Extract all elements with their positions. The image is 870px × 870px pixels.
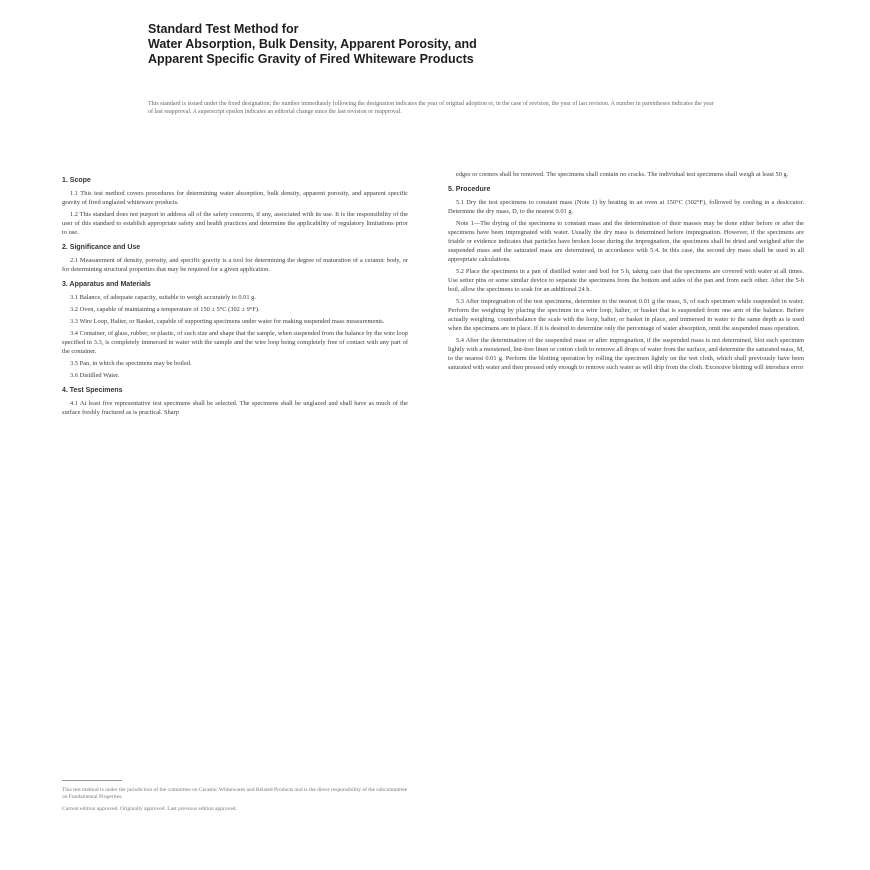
title-line-2: Water Absorption, Bulk Density, Apparent Porosity, and bbox=[148, 37, 477, 51]
paragraph: 5.2 Place the specimens in a pan of distilled water and boil for 5 h, taking care that the specimens are covered with water at all times. Use setter pins or some similar device to separate the specimens from the bottom and sides of the pan and from each other. After the 5-h boil, allow the specimens to soak for an additional 24 h. bbox=[448, 268, 804, 293]
section-heading: 3. Apparatus and Materials bbox=[62, 281, 151, 288]
paragraph: 2.1 Measurement of density, porosity, and specific gravity is a tool for determining the degree of maturation of a ceramic body, or for determining structural properties that may be required for a given application. bbox=[62, 257, 408, 273]
paragraph: edges or corners shall be removed. The specimens shall contain no cracks. The individual test specimens shall weigh at least 50 g. bbox=[456, 171, 789, 178]
title-line-1: Standard Test Method for bbox=[148, 22, 299, 36]
footnotes bbox=[62, 780, 408, 818]
right-column bbox=[448, 170, 804, 375]
section-heading: 5. Procedure bbox=[448, 186, 491, 193]
footnote-rule bbox=[62, 780, 122, 781]
title-line-3: Apparent Specific Gravity of Fired Whiteware Products bbox=[148, 52, 474, 66]
designation-note: This standard is issued under the fixed designation; the number immediately following the designation indicates the year of original adoption or, in the case of revision, the year of last revision. A number in parentheses indicates the year of last reapproval. A superscript epsilon indicates an editorial change since the last revision or reapproval. bbox=[148, 101, 714, 115]
paragraph: 3.2 Oven, capable of maintaining a temperature of 150 ± 5°C (302 ± 9°F). bbox=[70, 306, 260, 313]
paragraph: 3.4 Container, of glass, rubber, or plastic, of such size and shape that the sample, when suspended from the balance by the wire loop specified in 3.3, is completely immersed in water with the sample and the wire loop being completely free of contact with any part of the container. bbox=[62, 330, 408, 355]
paragraph: 3.5 Pan, in which the specimens may be boiled. bbox=[70, 360, 192, 367]
paragraph: 5.4 After the determination of the suspended mass or after impregnation, if the suspended mass is not determined, blot each specimen lightly with a moistened, lint-free linen or cotton cloth to remove all drops of water from the surface, and determine the saturated mass, M, to the nearest 0.01 g. Perform the blotting operation by rolling the specimen lightly on the wet cloth, which shall previously have been saturated with water and then pressed only enough to remove such water as will drip from the cloth. Excessive blotting will introduce error bbox=[448, 337, 804, 371]
footnote: Current edition approved. Originally approved. Last previous edition approved. bbox=[62, 806, 237, 812]
paragraph: 3.1 Balance, of adequate capacity, suitable to weigh accurately to 0.01 g. bbox=[70, 294, 256, 301]
paragraph: 1.1 This test method covers procedures for determining water absorption, bulk density, apparent porosity, and apparent specific gravity of fired unglazed whiteware products. bbox=[62, 190, 408, 206]
left-column bbox=[62, 170, 408, 420]
section-heading: 1. Scope bbox=[62, 177, 91, 184]
section-heading: 4. Test Specimens bbox=[62, 387, 123, 394]
paragraph: 5.3 After impregnation of the test specimens, determine to the nearest 0.01 g the mass, S, of each specimen while suspended in water. Perform the weighing by placing the specimen in a wire loop, halter, or basket that is suspended from one arm of the balance. Before actually weighing, counterbalance the scale with the loop, halter, or basket in place, and immersed in water to the same depth as is used when the specimens are in place. If it is desired to determine only the percentage of water absorption, omit the suspended mass operation. bbox=[448, 298, 804, 332]
paragraph: 1.2 This standard does not purport to address all of the safety concerns, if any, associated with its use. It is the responsibility of the user of this standard to establish appropriate safety and health practices and determine the applicability of regulatory limitations prior to use. bbox=[62, 211, 408, 236]
footnote: This test method is under the jurisdiction of the committee on Ceramic Whitewares and Related Products and is the direct responsibility of the subcommittee on Fundamental Properties. bbox=[62, 787, 408, 800]
document-title bbox=[148, 22, 708, 67]
paragraph: 3.3 Wire Loop, Halter, or Basket, capable of supporting specimens under water for making suspended mass measurements. bbox=[70, 318, 385, 325]
paragraph: 4.1 At least five representative test specimens shall be selected. The specimens shall be unglazed and shall have as much of the surface freshly fractured as is practical. Sharp bbox=[62, 400, 408, 416]
section-heading: 2. Significance and Use bbox=[62, 244, 141, 251]
paragraph: 5.1 Dry the test specimens to constant mass (Note 1) by heating in an oven at 150°C (302°F), followed by cooling in a desiccator. Determine the dry mass, D, to the nearest 0.01 g. bbox=[448, 199, 804, 215]
paragraph: Note 1—The drying of the specimens to constant mass and the determination of their masses may be done either before or after the specimens have been impregnated with water. Usually the dry mass is determined before impregnation. However, if the specimens are friable or evidence indicates that particles have broken loose during the impregnation, the specimens shall be dried and weighed after the suspended mass and the saturated mass are determined, in accordance with 5.4. In this case, the second dry mass shall be used in all appropriate calculations. bbox=[448, 220, 804, 263]
paragraph: 3.6 Distilled Water. bbox=[70, 372, 120, 379]
